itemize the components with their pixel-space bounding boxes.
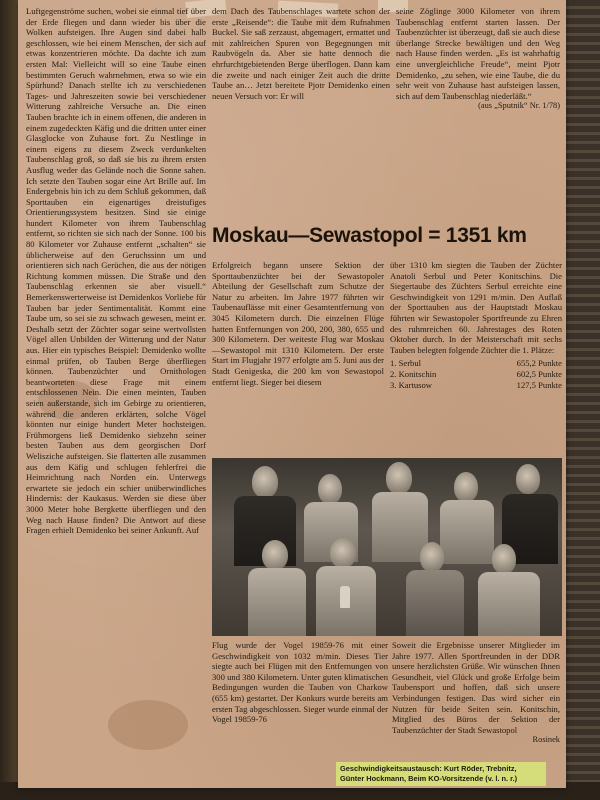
source-note: (aus „Sputnik“ Nr. 1/78) (478, 101, 560, 111)
article-right-top-column (396, 6, 560, 161)
newspaper-clipping (18, 0, 566, 788)
frame-right-edge (564, 0, 600, 800)
result-rank: 2. Konitschin (390, 368, 437, 379)
article-right-top-text: seine Zöglinge 3000 Kilometer von ihrem Taubenschlag entfernt starten lassen. Der Taubenzüchter ist überzeugt, daß sie auch diese überlange Strecke bewältigen und den Weg nach Hause finden werden. „Es ist wahrhaftig eine unvergleichliche Freude“, meint Pjotr Demidenko, „zu sehen, wie eine Taube, die du sehr weit von Zuhause hast aufsteigen lassen, sich auf dem Taubenschlag niederläßt.“ (396, 6, 560, 101)
report-bottom-right-column (392, 640, 560, 770)
result-points: 655,2 Punkte (516, 358, 562, 369)
article-middle-top-column: dem Dach des Taubenschlages wartete schon der erste „Reisende“: die Taube mit dem Rufnahmen Buckel. Sie saß zerzaust, abgemagert, ermattet und mit zahlreichen Spuren von Begegnungen mit Raubvögeln da. Aber sie hatte dennoch die ehrfurchtgebietenden Berge überflogen. Dann kam die zweite und nach einiger Zeit auch die dritte Taube an… Jetzt bereitete Pjotr Demidenko einen neuen Versuch vor: Er will (212, 6, 390, 101)
report-bottom-right-text: Soweit die Ergebnisse unserer Mitglieder im Jahre 1977. Allen Sportfreunden in der DDR unsere herzlichsten Grüße. Wir wünschen Ihnen Gesundheit, viel Glück und große Erfolge beim Taubensport und hoffen, daß sich unsere Verbindungen festigen. Das wird sicher ein Nutzen für beide Seiten sein. Konitschin, Mitglied des Büros der Sektion der Taubenzüchter der Stadt Sewastopol (392, 640, 560, 735)
result-row (390, 358, 562, 369)
result-points: 127,5 Punkte (516, 379, 562, 390)
photo-caption: Geschwindigkeitsaustausch: Kurt Röder, Trebnitz, Günter Hockmann, Beim KO-Vorsitzende (v. l. n. r.) (336, 762, 546, 786)
trophy (340, 586, 350, 608)
report-middle-column: Erfolgreich begann unsere Sektion der Sporttaubenzüchter bei der Sewastopoler Abteilung der Gesellschaft zum Schutze der Natur zu arbeiten. Im Jahre 1977 führten wir Taubenauflässe mit einer Gesamtentfernung von 3045 Kilometern durch. Die einzelnen Flüge hatten Entfernungen von 200, 200, 380, 655 und 300 Kilometern. Der weiteste Flug war Moskau—Sewastopol mit 1310 Kilometern. Der erste Start im Flugjahr 1977 erfolgte am 5. Juni aus der Stadt Genigeska, die 200 km von Sewastopol entfernt liegt. Sieger bei diesem (212, 260, 384, 387)
results-list (390, 358, 562, 390)
result-row (390, 380, 562, 391)
report-right-column (390, 260, 562, 460)
group-photo (212, 458, 562, 636)
report-bottom-middle-column: Flug wurde der Vogel 19859-76 mit einer Geschwindigkeit von 1032 m/min. Dieses Tier siegte auch bei Flügen mit den Entfernungen von 300 und 380 Kilometern. Unter guten klimatischen Bedingungen wurden die Tauben von Charkow (655 km) gestartet. Der Konkurs wurde bereits am ersten Tag abgeschlossen. Sieger wurde einmal der Vogel 19859-76 (212, 640, 388, 725)
report-headline: Moskau—Sewastopol = 1351 km (212, 224, 527, 247)
article-left-column: Luftgegenströme suchen, wobei sie einmal tief über der Erde fliegen und dann wieder bis über die Wolken aufsteigen. Ihre Augen sind dabei halb geschlossen, wie bei einem Menschen, der sich auf etwas konzentrieren möchte. Da dachte ich zum ersten Mal: Vielleicht will so eine Taube einen bestimmten Geruch wahrnehmen, etwa so wie ein Spürhund? Danach stellte ich zu verschiedenen Tages- und Jahreszeiten sowie bei verschiedener Witterung zahlreiche Versuche an. Die einen Tauben brachte ich in einem offenen, die anderen in einem zugedeckten Käfig und die dritten unter einer Glasglocke von Zuhause fort. Zu Nestlinge in einem eigens zu diesem Zweck verdunkelten Taubenschlag groß, so daß sie bis zu ihrem ersten Ausflug weder das Gelände noch die Sonne sahen. Ich setzte den Tauben sogar eine Art Brille auf. Im Endergebnis bin ich zu dem Schluß gekommen, daß Sporttauben ein eigenartiges dreistufiges Orientierungssystem besitzen. Sind sie einige hundert Kilometer von ihrem Taubenschlag entfernt, so richten sie sich nach der Sonne. 100 bis 80 Kilometer vor Zuhause entfernt „schalten“ sie üblicherweise auf den Geruchssinn um und orientieren sich nach Gerüchen, die aus der nötigen Richtung kommen müssen. Die Straße und den Taubenschlag erkennen sie aber visuell.“ Bemerkenswerterweise ist Demidenkos Vorliebe für Tauben bar jeder Sentimentalität. Kommt eine Taube um, so sei sie zu schwach gewesen, meint er. Deshalb setzt der Züchter sogar seine wertvollsten Vögel allen Unbilden der Witterung und der Natur aus. Hier ein typisches Beispiel: Demidenko wollte einmal prüfen, ob Tauben Berge überfliegen können. Taubenzüchter und Ornithologen beantworteten diese Frage mit einem entschlossenen Nein. Die einen meinten, Tauben seien außerstande, sich im Gebirge zu orientieren, während die anderen erklärten, solche Vögel könnten nur einige hundert Meter hochsteigen. Frühmorgens ließ Demidenko siebzehn seiner besten Tauben aus dem georgischen Dorf Welisziche aufsteigen. Sie flatterten alle zusammen aus dem Käfig und schlugen fehlerfrei die Heimrichtung nach Norden ein. Unterwegs erwartete sie jedoch ein schier unüberwindliches Hindernis: der Kaukasus. Werden sie diese über 3000 Meter hohe Bergkette überfliegen und den Weg nach Hause finden? Die Antwort auf diese Fragen erhielt Demidenko bei seiner Ankunft. Auf (26, 6, 206, 536)
place-note: Rosinek (532, 735, 560, 745)
result-rank: 3. Kartusow (390, 379, 433, 390)
result-row (390, 369, 562, 380)
result-rank: 1. Serbul (390, 358, 422, 369)
report-right-text: über 1310 km siegten die Tauben der Züchter Anatoli Serbul und Peter Konitschins. Die Siegertaube des Züchters Serbul erreichte eine Geschwindigkeit von 1291 m/min. Den Auflaß der Sporttauben aus der Hauptstadt Moskau führten wir Sewastopoler Sportfreunde zu Ehren des ruhmreichen 60. Jahrestages des Roten Oktober durch. In der Meisterschaft mit sechs Tauben belegten folgende Züchter die 1. Plätze: (390, 260, 562, 355)
result-points: 602,5 Punkte (516, 368, 562, 379)
